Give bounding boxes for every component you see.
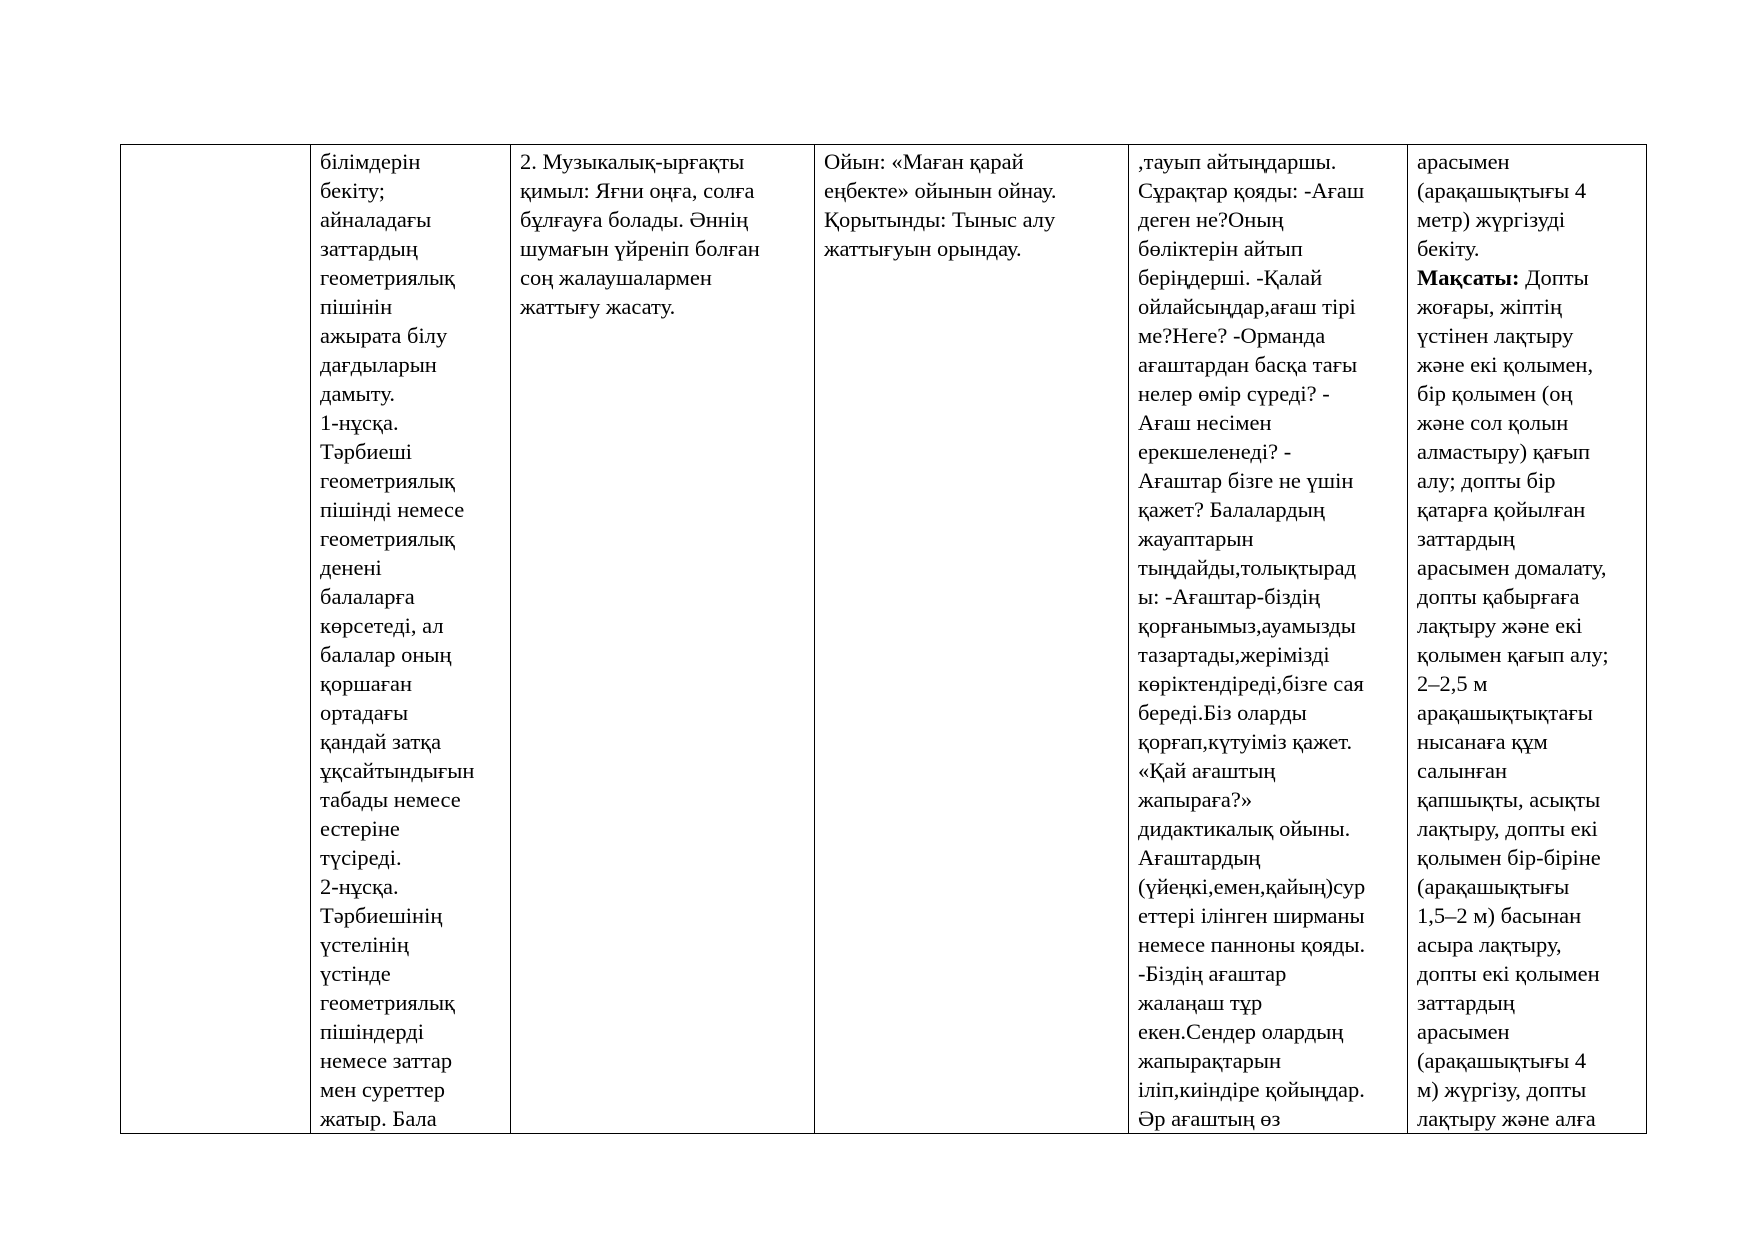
cell-col6 <box>1408 145 1647 1134</box>
text-line: немесе панноны қояды. <box>1138 932 1366 957</box>
text-line: бөліктерін айтып <box>1138 236 1303 261</box>
text-line: Сұрақтар қояды: -Ағаш <box>1138 178 1365 203</box>
text-line: дамыту. <box>320 381 395 406</box>
text-line: естеріне <box>320 816 400 841</box>
text-line: жаттығуын орындау. <box>824 236 1022 261</box>
text-line: пішінін <box>320 294 393 319</box>
text-line: еттері ілінген ширманы <box>1138 903 1365 928</box>
text-line: (арақашықтығы 4 <box>1417 178 1587 203</box>
text-line: қажет? Балалардың <box>1138 497 1325 522</box>
goal-label: Мақсаты: <box>1417 265 1520 290</box>
text-line: ме?Неге? -Орманда <box>1138 323 1326 348</box>
text-line: ерекшеленеді? - <box>1138 439 1292 464</box>
text-line: бұлғауға болады. Әннің <box>520 207 749 232</box>
text-line: балаларға <box>320 584 415 609</box>
cell-col3 <box>511 145 815 1134</box>
text-line: шумағын үйреніп болған <box>520 236 760 261</box>
text-line: ортадағы <box>320 700 409 725</box>
col4-text <box>824 147 1119 263</box>
text-line: ,тауып айтыңдаршы. <box>1138 149 1337 174</box>
col3-text <box>520 147 805 321</box>
text-line: қатарға қойылған <box>1417 497 1586 522</box>
text-line: 1-нұсқа. <box>320 410 399 435</box>
text-line: көріктендіреді,бізге сая <box>1138 671 1364 696</box>
col5-text <box>1138 147 1398 1133</box>
text-line: метр) жүргізуді <box>1417 207 1566 232</box>
text-line: допты екі қолымен <box>1417 961 1600 986</box>
text-line: іліп,киіндіре қойыңдар. <box>1138 1077 1365 1102</box>
text-line: айналадағы <box>320 207 432 232</box>
text-line: және сол қолын <box>1417 410 1569 435</box>
text-line: Ағаштардың <box>1138 845 1261 870</box>
text-line: дидактикалық ойыны. <box>1138 816 1351 841</box>
col6-text-before <box>1417 147 1637 263</box>
text-line: бекіту. <box>1417 236 1480 261</box>
text-line: заттардың <box>1417 990 1515 1015</box>
text-line: балалар оның <box>320 642 452 667</box>
text-line: жалаңаш тұр <box>1138 990 1263 1015</box>
text-line: 2–2,5 м <box>1417 671 1488 696</box>
text-line: 2-нұсқа. <box>320 874 399 899</box>
text-line: тазартады,жерімізді <box>1138 642 1330 667</box>
text-line: қорғанымыз,ауамызды <box>1138 613 1356 638</box>
text-line: бір қолымен (оң <box>1417 381 1573 406</box>
text-line: ы: -Ағаштар-біздің <box>1138 584 1321 609</box>
text-line: лақтыру, допты екі <box>1417 816 1598 841</box>
text-line: немесе заттар <box>320 1048 453 1073</box>
text-line: еңбекте» ойынын ойнау. <box>824 178 1057 203</box>
text-line: (арақашықтығы <box>1417 874 1570 899</box>
text-line: салынған <box>1417 758 1508 783</box>
text-line: түсіреді. <box>320 845 402 870</box>
text-line: жаттығу жасату. <box>520 294 676 319</box>
text-line: пішіндерді <box>320 1019 424 1044</box>
text-line: алу; допты бір <box>1417 468 1556 493</box>
text-line: денені <box>320 555 382 580</box>
text-line: ажырата білу <box>320 323 448 348</box>
text-line: 2. Музыкалық-ырғақты <box>520 149 745 174</box>
text-line: Ағаштар бізге не үшін <box>1138 468 1354 493</box>
text-line: көрсетеді, ал <box>320 613 444 638</box>
text-line: (арақашықтығы 4 <box>1417 1048 1587 1073</box>
text-line: (үйеңкі,емен,қайың)сур <box>1138 874 1366 899</box>
text-line: «Қай ағаштың <box>1138 758 1276 783</box>
text-line: ойлайсыңдар,ағаш тірі <box>1138 294 1356 319</box>
cell-col1 <box>121 145 311 1134</box>
text-line: қандай затқа <box>320 729 442 754</box>
text-line: геометриялық <box>320 526 455 551</box>
text-line: геометриялық <box>320 990 455 1015</box>
text-line: соң жалаушалармен <box>520 265 712 290</box>
text-line: -Біздің ағаштар <box>1138 961 1287 986</box>
text-line: геометриялық <box>320 265 455 290</box>
text-line: Тәрбиеші <box>320 439 413 464</box>
text-line: нелер өмір сүреді? - <box>1138 381 1330 406</box>
text-line: 1,5–2 м) басынан <box>1417 903 1582 928</box>
text-line: м) жүргізу, допты <box>1417 1077 1587 1102</box>
text-line: заттардың <box>320 236 418 261</box>
text-line: тыңдайды,толықтырад <box>1138 555 1357 580</box>
text-line: арасымен <box>1417 149 1510 174</box>
goal-first-line: Допты <box>1519 265 1589 290</box>
cell-col2 <box>311 145 511 1134</box>
text-line: береді.Біз оларды <box>1138 700 1307 725</box>
text-line: жапырақтарын <box>1138 1048 1282 1073</box>
col6-text-after <box>1417 292 1637 1133</box>
text-line: жапыраға?» <box>1138 787 1253 812</box>
cell-col4 <box>815 145 1129 1134</box>
text-line: Әр ағаштың өз <box>1138 1106 1281 1131</box>
text-line: дағдыларын <box>320 352 437 377</box>
text-line: ұқсайтындығын <box>320 758 475 783</box>
text-line: мен суреттер <box>320 1077 445 1102</box>
table-row <box>121 145 1647 1134</box>
text-line: асыра лақтыру, <box>1417 932 1562 957</box>
text-line: арасымен <box>1417 1019 1510 1044</box>
goal-line <box>1417 263 1637 292</box>
text-line: Ағаш несімен <box>1138 410 1272 435</box>
text-line: Тәрбиешінің <box>320 903 443 928</box>
text-line: табады немесе <box>320 787 461 812</box>
text-line: заттардың <box>1417 526 1515 551</box>
text-line: қолымен бір-біріне <box>1417 845 1601 870</box>
text-line: бекіту; <box>320 178 386 203</box>
cell-col5 <box>1129 145 1408 1134</box>
text-line: допты қабырғаға <box>1417 584 1580 609</box>
text-line: пішінді немесе <box>320 497 465 522</box>
text-line: жатыр. Бала <box>320 1106 437 1131</box>
text-line: үстінде <box>320 961 391 986</box>
text-line: үстелінің <box>320 932 409 957</box>
text-line: Ойын: «Маған қарай <box>824 149 1024 174</box>
text-line: арасымен домалату, <box>1417 555 1607 580</box>
text-line: лақтыру және екі <box>1417 613 1583 638</box>
text-line: қорғап,күтуіміз қажет. <box>1138 729 1353 754</box>
text-line: деген не?Оның <box>1138 207 1284 232</box>
text-line: беріңдерші. -Қалай <box>1138 265 1323 290</box>
text-line: арақашықтықтағы <box>1417 700 1593 725</box>
text-line: жауаптарын <box>1138 526 1254 551</box>
text-line: қимыл: Яғни оңға, солға <box>520 178 755 203</box>
text-line: қоршаған <box>320 671 412 696</box>
text-line: Қорытынды: Тыныс алу <box>824 207 1056 232</box>
text-line: қолымен қағып алу; <box>1417 642 1609 667</box>
text-line: геометриялық <box>320 468 455 493</box>
text-line: және екі қолымен, <box>1417 352 1594 377</box>
text-line: жоғары, жіптің <box>1417 294 1563 319</box>
text-line: нысанаға құм <box>1417 729 1548 754</box>
text-line: үстінен лақтыру <box>1417 323 1574 348</box>
text-line: лақтыру және алға <box>1417 1106 1596 1131</box>
text-line: білімдерін <box>320 149 421 174</box>
text-line: алмастыру) қағып <box>1417 439 1591 464</box>
text-line: екен.Сендер олардың <box>1138 1019 1344 1044</box>
col2-text <box>320 147 501 1133</box>
plan-table <box>120 144 1647 1134</box>
text-line: ағаштардан басқа тағы <box>1138 352 1358 377</box>
text-line: қапшықты, асықты <box>1417 787 1601 812</box>
